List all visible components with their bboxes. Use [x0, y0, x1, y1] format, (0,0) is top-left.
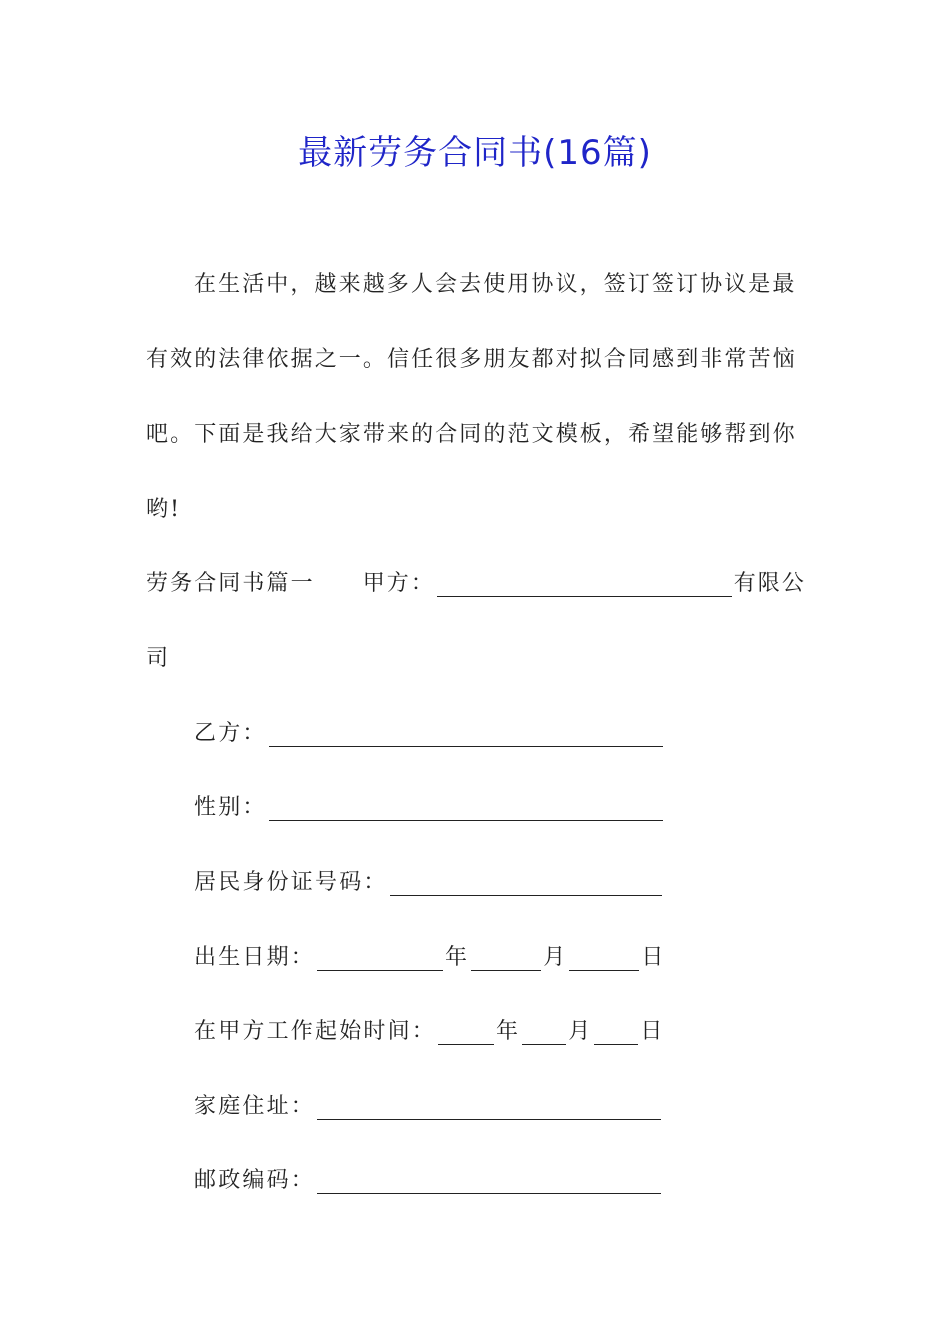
birth-month-unit: 月 — [543, 945, 568, 970]
address-blank — [317, 1091, 661, 1120]
start-month-unit: 月 — [568, 1019, 593, 1044]
section-heading: 劳务合同书篇一 — [146, 571, 315, 596]
party-a-label: 甲方： — [362, 571, 436, 596]
postal-code-blank — [317, 1165, 661, 1194]
start-date-field — [194, 1012, 665, 1052]
id-number-label: 居民身份证号码： — [194, 870, 388, 895]
start-year-unit: 年 — [496, 1019, 521, 1044]
gender-blank — [269, 792, 663, 821]
party-a-suffix: 有限公 — [733, 571, 806, 596]
start-year-blank — [438, 1016, 494, 1045]
start-month-blank — [522, 1016, 566, 1045]
birth-month-blank — [471, 942, 541, 971]
document-title: 最新劳务合同书(16篇) — [298, 133, 652, 173]
gender-label: 性别： — [194, 795, 267, 820]
party-b-field — [194, 714, 665, 754]
birth-day-blank — [569, 942, 639, 971]
intro-line-3: 吧。下面是我给大家带来的合同的范文模板，希望能够帮到你 — [146, 422, 797, 447]
birth-date-label: 出生日期： — [194, 945, 316, 970]
postal-code-label: 邮政编码： — [194, 1168, 316, 1193]
birth-year-blank — [317, 942, 443, 971]
party-a-row — [146, 564, 806, 604]
birth-date-field — [194, 938, 666, 978]
birth-year-unit: 年 — [445, 945, 470, 970]
id-number-blank — [390, 867, 662, 896]
party-b-label: 乙方： — [194, 721, 267, 746]
id-number-field — [194, 863, 664, 903]
intro-line-2: 有效的法律依据之一。信任很多朋友都对拟合同感到非常苦恼 — [146, 347, 797, 372]
start-day-blank — [594, 1016, 638, 1045]
intro-line-4: 哟! — [146, 497, 182, 522]
postal-code-field — [194, 1161, 663, 1201]
gender-field — [194, 788, 665, 828]
start-day-unit: 日 — [640, 1019, 665, 1044]
start-date-label: 在甲方工作起始时间： — [194, 1019, 437, 1044]
address-label: 家庭住址： — [194, 1094, 316, 1119]
address-field — [194, 1087, 663, 1127]
party-b-blank — [269, 718, 663, 747]
birth-day-unit: 日 — [641, 945, 666, 970]
party-a-suffix-wrap: 司 — [146, 646, 171, 671]
party-a-blank — [437, 568, 732, 597]
intro-line-1: 在生活中，越来越多人会去使用协议，签订签订协议是最 — [194, 272, 797, 297]
